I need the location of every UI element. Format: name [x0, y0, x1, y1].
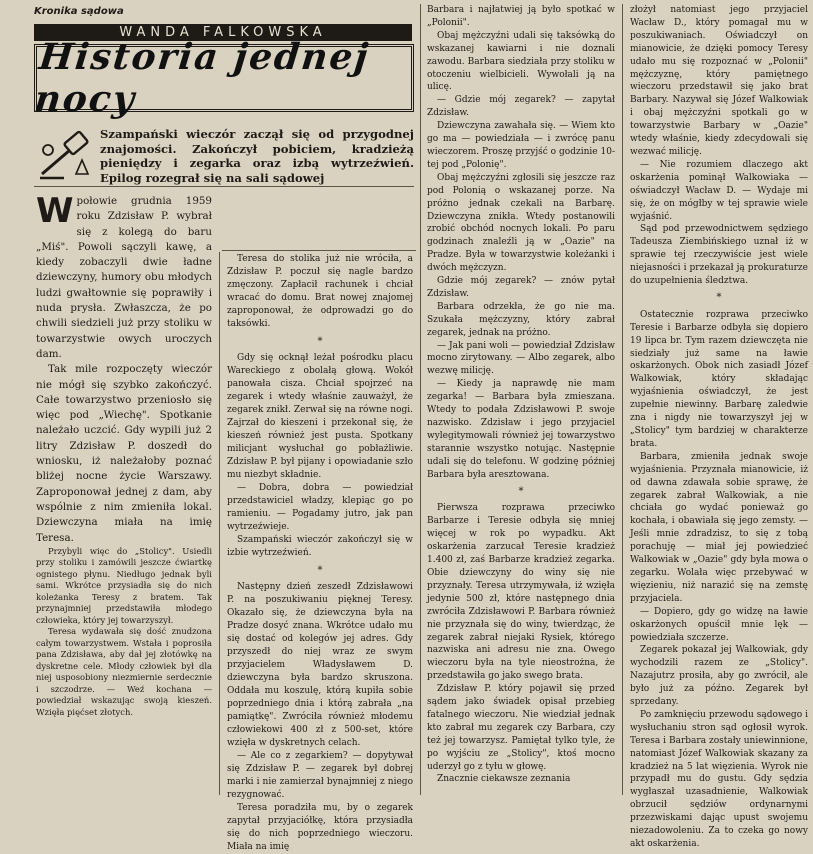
section-break: * — [317, 565, 323, 576]
paragraph: Obaj mężczyźni zgłosili się jeszcze raz pod Polonią o wskazanej porze. Na próżno jednak czekali na Barbarę. Dziewczyna znikła. Wtedy postanowili zrobić obchód nocnych lokali. Po paru godzinach znaleźli ją w „Oazie" na Pradze. Była w towarzystwie koleżanki i dwóch mężczyzn. — [427, 172, 615, 274]
paragraph: — Dobra, dobra — powiedział przedstawiciel władzy, klepiąc go po ramieniu. — Pogadamy jutro, jak pan wytrzeźwieje. — [227, 483, 413, 532]
section-label: Kronika sądowa — [34, 6, 124, 17]
paragraph: Zdzisław P. który pojawił się przed sądem jako świadek opisał przebieg fatalnego wieczoru. Nie wiedział jednak kto zabrał mu zegarek czy Barbara, czy też jej towarzysz. Pamiętał tylko tyle, że po wyjściu ze „Stolicy", ktoś mocno uderzył go z tyłu w głowę. — [427, 684, 615, 772]
lead-divider — [34, 186, 414, 187]
article-title: Historia jednej nocy — [32, 36, 372, 120]
paragraph: Teresa poradziła mu, by o zegarek zapytał przyjaciółkę, która przysiadła się do nich poprzedniego wieczoru. Miała na imię — [227, 803, 413, 852]
paragraph: — Dopiero, gdy go widzę na ławie oskarżonych opuścił mnie lęk — powiedziała szczerze. — [630, 606, 808, 643]
paragraph: Barbara, zmieniła jednak swoje wyjaśnienia. Przyznała mianowicie, iż od dawna zdawała sobie sprawę, że zegarek zabrał Walkowiak, a nie chciała go wydać ponieważ go kochała, i obawiała się jego zemsty. — Jeśli mnie zdradzisz, to się z tobą porachuję — miał jej powiedzieć Walkowiak w „Oazie" gdy była mowa o zegarku. Wolała więc przebywać w więzieniu, niż narazić się na zemstę przyjaciela. — [630, 451, 808, 604]
paragraph: — Ale co z zegarkiem? — dopytywał się Zdzisław P. — zegarek był dobrej marki i nie zamierzał bynajmniej z niego rezygnować. — [227, 751, 413, 800]
drop-cap: W — [36, 191, 74, 231]
gavel-scales-icon — [36, 130, 92, 182]
paragraph: Przybyli więc do „Stolicy". Usiedli przy stoliku i zamówili jeszcze ćwiartkę ognistego płynu. Niedługo jednak byli sami. Wkrótce przysiadła się do nich koleżanka Teresy z bratem. Tak przynajmniej przedstawiła młodego człowieka, który jej towarzyszył. — [36, 545, 212, 625]
paragraph: Wpołowie grudnia 1959 roku Zdzisław P. wybrał się z kolegą do baru „Miś". Powoli sączyli kawę, a kiedy zobaczyli dwie ładne dziewczyny, humory obu młodych ludzi gwałtownie się poprawiły i nuda prysła. Zwłaszcza, że po chwili siedzieli już przy stoliku w towarzystwie owych uroczych dam. — [36, 191, 212, 360]
section-break: * — [317, 336, 323, 347]
paragraph: Obaj mężczyźni udali się taksówką do wskazanej kawiarni i nie doznali zawodu. Barbara siedziała przy stoliku w otoczeniu wielbicieli. Wywołali ją na ulicę. — [427, 30, 615, 93]
paragraph: Barbara odrzekła, że go nie ma. Szukała mężczyzny, który zabrał zegarek, jednak na próżno. — [427, 301, 615, 338]
paragraph: — Gdzie mój zegarek? — zapytał Zdzisław. — [427, 95, 615, 119]
col2-top-rule — [222, 250, 416, 251]
column-3 — [427, 4, 615, 796]
paragraph: Teresa do stolika już nie wróciła, a Zdzisław P. poczuł się nagle bardzo zmęczony. Zapłacił rachunek i chciał wracać do domu. Brat nowej znajomej zaproponował, że odprowadzi go do taksówki. — [227, 254, 413, 329]
paragraph: — Nie rozumiem dlaczego akt oskarżenia pominął Walkowiaka — oświadczył Wacław D. — Wydaje mi się, że on mógłby w tej sprawie wiele wyjaśnić. — [630, 159, 808, 222]
paragraph: Barbara i najłatwiej ją było spotkać w „Polonii". — [427, 5, 615, 28]
column-divider-2 — [420, 4, 421, 795]
paragraph: Tak mile rozpoczęty wieczór nie mógł się szybko zakończyć. Całe towarzystwo przeniosło się więc pod „Wiechę". Spotkanie należało uczcić. Gdy wypili już 2 litry Zdzisław P. doszedł do wniosku, iż należałoby poznać bliżej nocne życie Warszawy. Zaproponował jednej z dam, aby wspólnie z nim zmieniła lokal. Dziewczyna miała na imię Teresa. — [36, 363, 212, 544]
paragraph: Teresa wydawała się dość znudzona całym towarzystwem. Wstała i poprosiła pana Zdzisława, aby dał jej złotówkę na dyskretne cele. Młody człowiek był dla niej usposobiony niezmiernie serdecznie i szczodrze. — Weź kochana — powiedział wskazując swoją kieszeń. Wzięła pięćset złotych. — [36, 626, 212, 717]
paragraph: Zegarek pokazał jej Walkowiak, gdy wychodzili razem ze „Stolicy". Nazajutrz prosiła, aby go zwrócił, ale było już za późno. Zegarek był sprzedany. — [630, 645, 808, 708]
paragraph: Następny dzień zeszedł Zdzisławowi P. na poszukiwaniu pięknej Teresy. Okazało się, że dziewczyna była na Pradze dosyć znana. Wkrótce udało mu się dostać od kolegów jej adres. Gdy przyszedł do niej wraz ze swym przyjacielem Władysławem D. dziewczyna była bardzo skruszona. Oddała mu koszulę, którą kupiła sobie poprzedniego dnia i którą zabrała „na pamiątkę". Zwróciła również młodemu człowiekowi 400 zł z 500-set, które wzięła w dyskretnych celach. — [227, 582, 413, 748]
author-name: WANDA FALKOWSKA — [119, 25, 327, 40]
paragraph: Ostatecznie rozprawa przeciwko Teresie i Barbarze odbyła się dopiero 19 lipca br. Tym razem dziewczęta nie siedziały już same na ławie oskarżonych. Obok nich zasiadł Józef Walkowiak, który składając wyjaśnienia oświadczył, że jest zupełnie niewinny. Barbarę zaledwie zna i nigdy nie towarzyszył jej w „Stolicy" tym bardziej w charakterze brata. — [630, 309, 808, 449]
paragraph: Pierwsza rozprawa przeciwko Barbarze i Teresie odbyła się mniej więcej w rok po wypadku. Akt oskarżenia zarzucał Teresie kradzież 1.400 zł, zaś Barbarze kradzież zegarka. Obie dziewczyny do winy się nie przyznały. Teresa utrzymywała, iż wzięła jedynie 500 zł, które następnego dnia zwróciła Zdzisławowi P. Barbara również nie przyznała się do winy, twierdząc, że zegarek zabrał niejaki Rysiek, którego nazwiska ani adresu nie zna. Owego wieczoru była na tyle nieostrożna, że przedstawiła go jako swego brata. — [427, 503, 615, 682]
article-title-box — [32, 36, 414, 120]
paragraph: Szampański wieczór zakończył się w izbie wytrzeźwień. — [227, 535, 413, 558]
column-1 — [36, 191, 212, 794]
column-divider-3 — [622, 4, 623, 795]
column-4 — [630, 4, 808, 849]
paragraph: — Kiedy ja naprawdę nie mam zegarka! — Barbara była zmieszana. Wtedy to podała Zdzisławowi P. swoje nazwisko. Zdzisław i jego przyjaciel wylegitymowali również jej towarzystwo starannie wszystko notując. Następnie udali się do telefonu. W godzinę później Barbara była aresztowana. — [427, 379, 615, 480]
paragraph: Po zamknięciu przewodu sądowego i wysłuchaniu stron sąd ogłosił wyrok. Teresa i Barbara zostały uniewinnione, natomiast Józef Walkowiak skazany za kradzież na 5 lat więzienia. Wyrok nie przypadł mu do gustu. Gdy sędzia wygłaszał uzasadnienie, Walkowiak obrzucił sędziów ordynarnymi przezwiskami dając upust swojemu niezadowoleniu. Za to czeka go nowy akt oskarżenia. — [630, 709, 808, 849]
paragraph: Gdy się ocknął leżał pośrodku placu Wareckiego z obolałą głową. Wokół panowała cisza. Chciał spojrzeć na zegarek i wtedy właśnie zauważył, że zegarek znikł. Zerwał się na równe nogi. Zajrzał do kieszeni i przekonał się, że kieszeń również jest pusta. Spotkany milicjant wysłuchał go pobłażliwie. Zdzisław P. był pijany i opowiadanie szło mu niezbyt składnie. — [227, 353, 413, 480]
paragraph: złożył natomiast jego przyjaciel Wacław D., który pomagał mu w poszukiwaniach. Oświadczył on mianowicie, że dzięki pomocy Teresy udało mu się rozpoznać w „Polonii" mężczyznę, który pamiętnego wieczoru przedstawił się jako brat Barbary. Nazywał się Józef Walkowiak i obaj mężczyźni spotkali go w towarzystwie Barbary w „Oazie" wtedy właśnie, kiedy zdecydowali się wezwać milicję. — [630, 5, 808, 157]
article-lead: Szampański wieczór zaczął się od przygodnej znajomości. Zakończył pobiciem, kradzieżą pieniędzy i zegarka oraz izbą wytrzeźwień. Epilog rozegrał się na sali sądowej — [100, 127, 414, 185]
paragraph: Gdzie mój zegarek? — znów pytał Zdzisław. — [427, 276, 615, 299]
paragraph: Dziewczyna zawahała się. — Wiem kto go ma — powiedziała — i zwrócę panu wieczorem. Proszę przyjść o godzinie 10-tej pod „Polonię". — [427, 121, 615, 170]
column-2 — [227, 253, 413, 852]
section-break: * — [716, 291, 722, 303]
column-divider-1 — [219, 252, 220, 795]
section-break: * — [518, 485, 524, 497]
paragraph: Znacznie ciekawsze zeznania — [437, 774, 571, 785]
paragraph: Sąd pod przewodnictwem sędziego Tadeusza Ziembińskiego uznał iż w sprawie tej rzeczywiście jest wiele niejasności i przekazał ją prokuraturze do uzupełnienia śledztwa. — [630, 224, 808, 287]
paragraph: — Jak pani woli — powiedział Zdzisław mocno zirytowany. — Albo zegarek, albo wezwę milicję. — [427, 340, 615, 377]
